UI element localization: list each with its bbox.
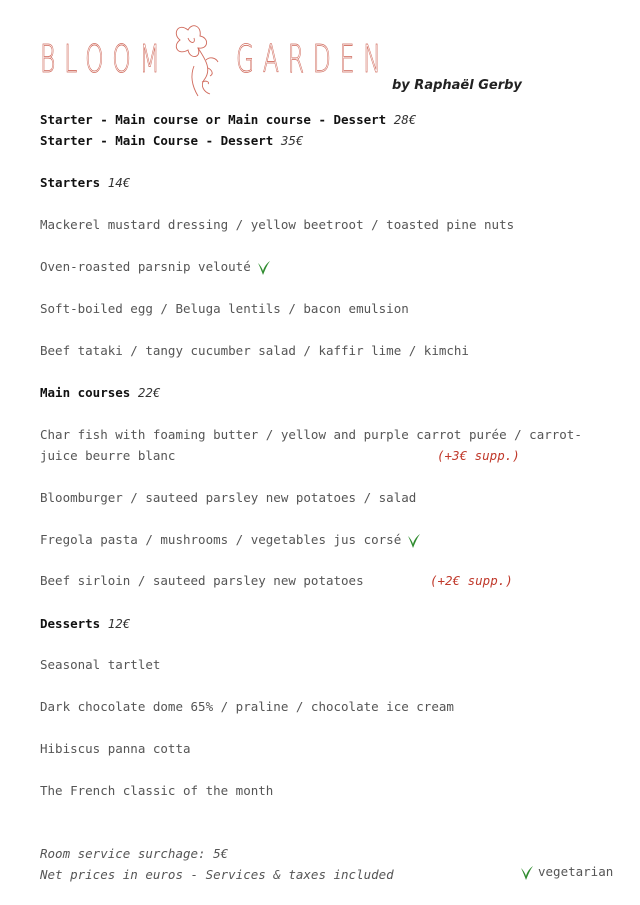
formula-price: 35€	[280, 133, 304, 148]
section-title: Main courses	[40, 385, 131, 400]
section-heading-mains	[40, 385, 160, 400]
menu-item-label: Fregola pasta / mushrooms / vegetables jus corsé	[40, 532, 402, 547]
section-price: 22€	[137, 385, 161, 400]
leaf-icon	[257, 260, 271, 276]
menu-item	[40, 532, 421, 549]
section-heading-desserts	[40, 616, 130, 631]
formula-price: 28€	[393, 112, 417, 127]
section-title: Desserts	[40, 616, 101, 631]
menu-item: Mackerel mustard dressing / yellow beetroot / toasted pine nuts	[40, 217, 515, 232]
formula-label: Starter - Main course or Main course - Dessert	[40, 112, 387, 127]
section-heading-starters	[40, 175, 130, 190]
leaf-icon	[520, 865, 534, 881]
formula-row	[40, 133, 303, 148]
menu-item: Hibiscus panna cotta	[40, 741, 191, 756]
menu-item: Bloomburger / sauteed parsley new potatoes / salad	[40, 490, 417, 505]
chef-byline: by Raphaël Gerby	[392, 78, 522, 93]
menu-item: Beef sirloin / sauteed parsley new potatoes	[40, 573, 364, 588]
supplement-note: (+3€ supp.)	[437, 448, 520, 463]
section-title: Starters	[40, 175, 101, 190]
brand-name-right: GARDEN	[236, 37, 390, 81]
menu-item-label: Oven-roasted parsnip velouté	[40, 259, 251, 274]
leaf-icon	[407, 533, 421, 549]
face-flower-icon	[168, 20, 238, 98]
vegetarian-legend	[520, 864, 613, 881]
menu-item-continued: juice beurre blanc	[40, 448, 176, 463]
brand-name-left: BLOOM	[40, 37, 169, 81]
menu-item: The French classic of the month	[40, 783, 274, 798]
menu-item: Beef tataki / tangy cucumber salad / kaffir lime / kimchi	[40, 343, 469, 358]
legend-label: vegetarian	[538, 864, 614, 879]
menu-item: Seasonal tartlet	[40, 657, 161, 672]
menu-item: Soft-boiled egg / Beluga lentils / bacon emulsion	[40, 301, 409, 316]
section-price: 14€	[107, 175, 131, 190]
formula-row	[40, 112, 416, 127]
formula-label: Starter - Main Course - Dessert	[40, 133, 274, 148]
menu-item	[40, 259, 271, 276]
supplement-note: (+2€ supp.)	[430, 573, 513, 588]
net-prices-note: Net prices in euros - Services & taxes included	[40, 867, 394, 882]
section-price: 12€	[107, 616, 131, 631]
menu-item: Char fish with foaming butter / yellow and purple carrot purée / carrot-	[40, 427, 582, 442]
menu-item: Dark chocolate dome 65% / praline / chocolate ice cream	[40, 699, 454, 714]
room-service-note: Room service surchage: 5€	[40, 846, 229, 861]
